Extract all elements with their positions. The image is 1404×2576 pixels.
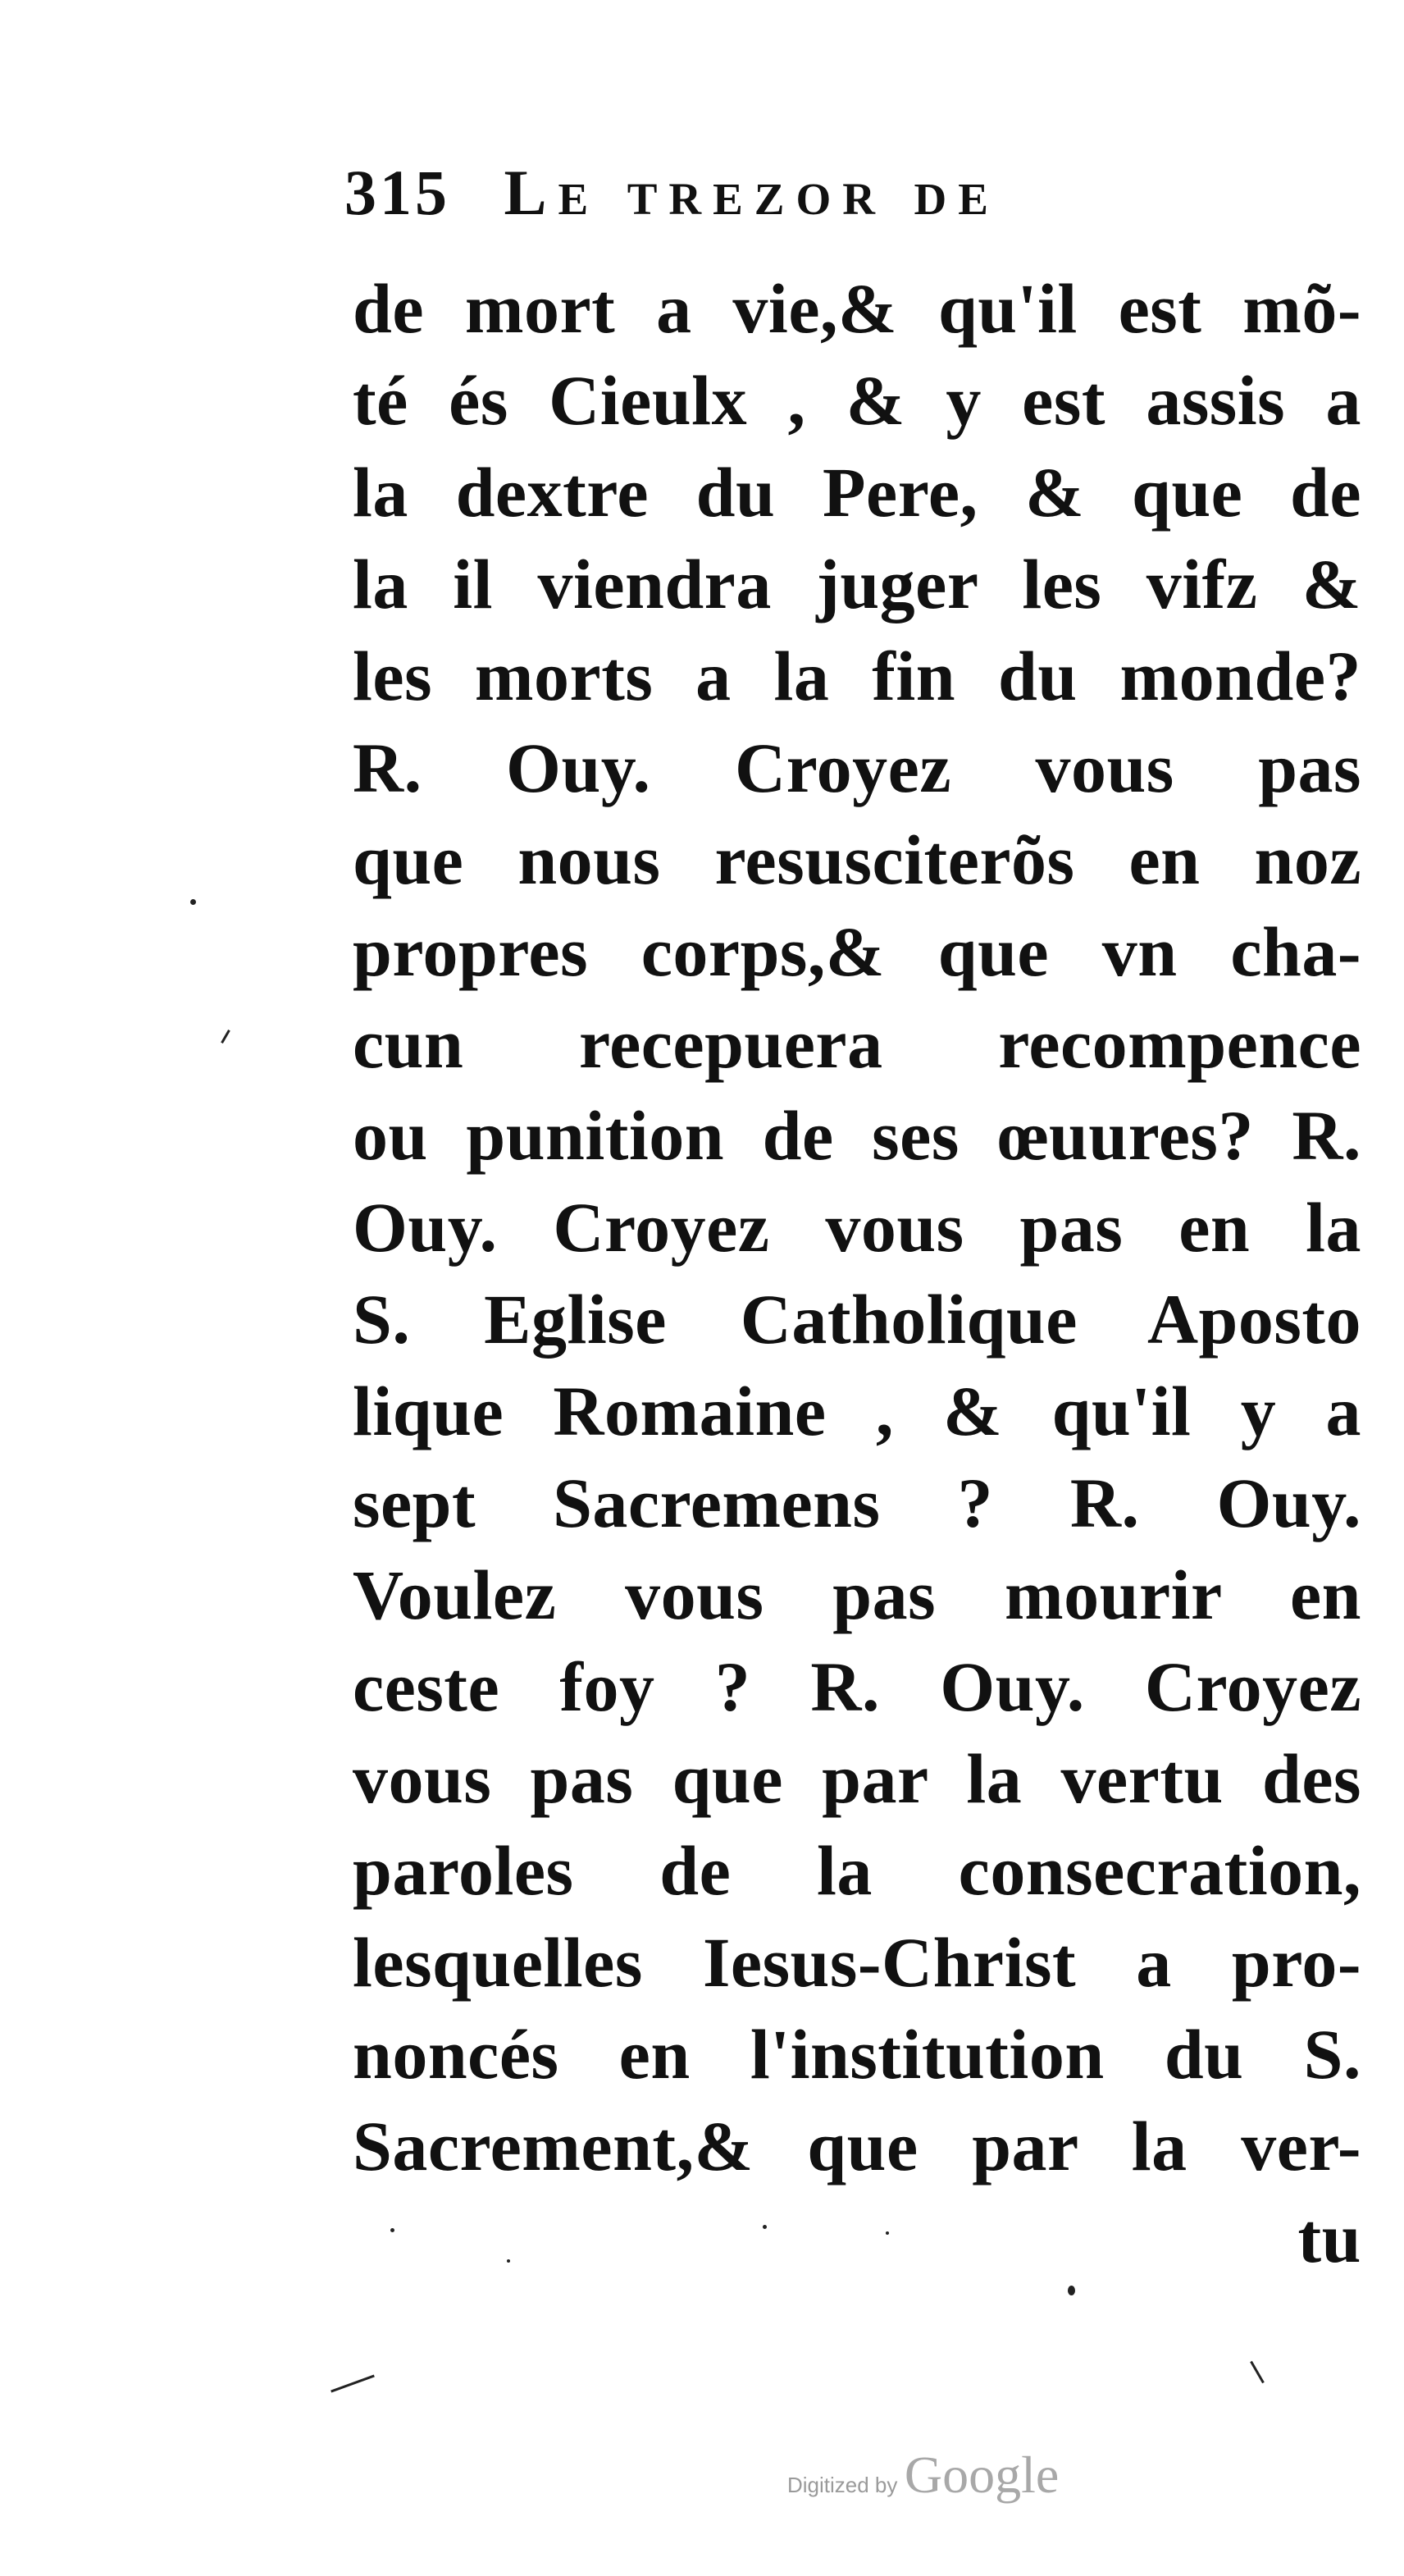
google-logo: Google	[904, 2446, 1060, 2504]
text-line: que nous resusciterõs en noz	[353, 820, 1361, 899]
digitization-watermark	[787, 2445, 1059, 2505]
running-head: Le trezor de	[504, 157, 1000, 228]
text-line: vous pas que par la vertu des	[353, 1739, 1361, 1818]
scan-speck	[886, 2231, 889, 2235]
text-line: lique Romaine , & qu'il y a	[353, 1372, 1361, 1450]
scan-speck	[507, 2259, 510, 2263]
text-line: la dextre du Pere, & que de	[353, 453, 1361, 532]
text-line: Sacrement,& que par la ver-	[353, 2107, 1361, 2185]
scan-stroke	[221, 1030, 230, 1044]
text-line: sept Sacremens ? R. Ouy.	[353, 1464, 1361, 1542]
text-line: propres corps,& que vn cha-	[353, 912, 1361, 991]
text-line: noncés en l'institution du S.	[353, 2015, 1361, 2094]
digitized-by-label: Digitized by	[787, 2473, 898, 2497]
text-line: ou punition de ses œuures? R.	[353, 1096, 1361, 1175]
text-line: R. Ouy. Croyez vous pas	[353, 728, 1361, 807]
text-line: lesquelles Iesus-Christ a pro-	[353, 1923, 1361, 2002]
page-header	[344, 156, 1345, 246]
text-line: Voulez vous pas mourir en	[353, 1555, 1361, 1634]
text-line: S. Eglise Catholique Aposto	[353, 1280, 1361, 1359]
text-line: de mort a vie,& qu'il est mõ-	[353, 269, 1361, 348]
text-line: ceste foy ? R. Ouy. Croyez	[353, 1647, 1361, 1726]
text-line: la il viendra juger les vifz &	[353, 545, 1361, 623]
text-line: Ouy. Croyez vous pas en la	[353, 1188, 1361, 1267]
scan-stroke	[330, 2375, 375, 2393]
body-text	[353, 263, 1361, 2284]
scan-speck	[1068, 2286, 1075, 2295]
text-line: té és Cieulx , & y est assis a	[353, 361, 1361, 440]
scan-speck	[390, 2228, 394, 2232]
scan-speck	[763, 2225, 767, 2229]
text-line: paroles de la consecration,	[353, 1831, 1361, 1910]
page-number: 315	[344, 157, 450, 228]
text-line: les morts a la fin du monde?	[353, 637, 1361, 715]
text-line: cun recepuera recompence	[353, 1004, 1361, 1083]
scan-stroke	[1250, 2361, 1265, 2383]
scan-speck	[190, 899, 196, 905]
catchword: tu	[1297, 2199, 1361, 2277]
